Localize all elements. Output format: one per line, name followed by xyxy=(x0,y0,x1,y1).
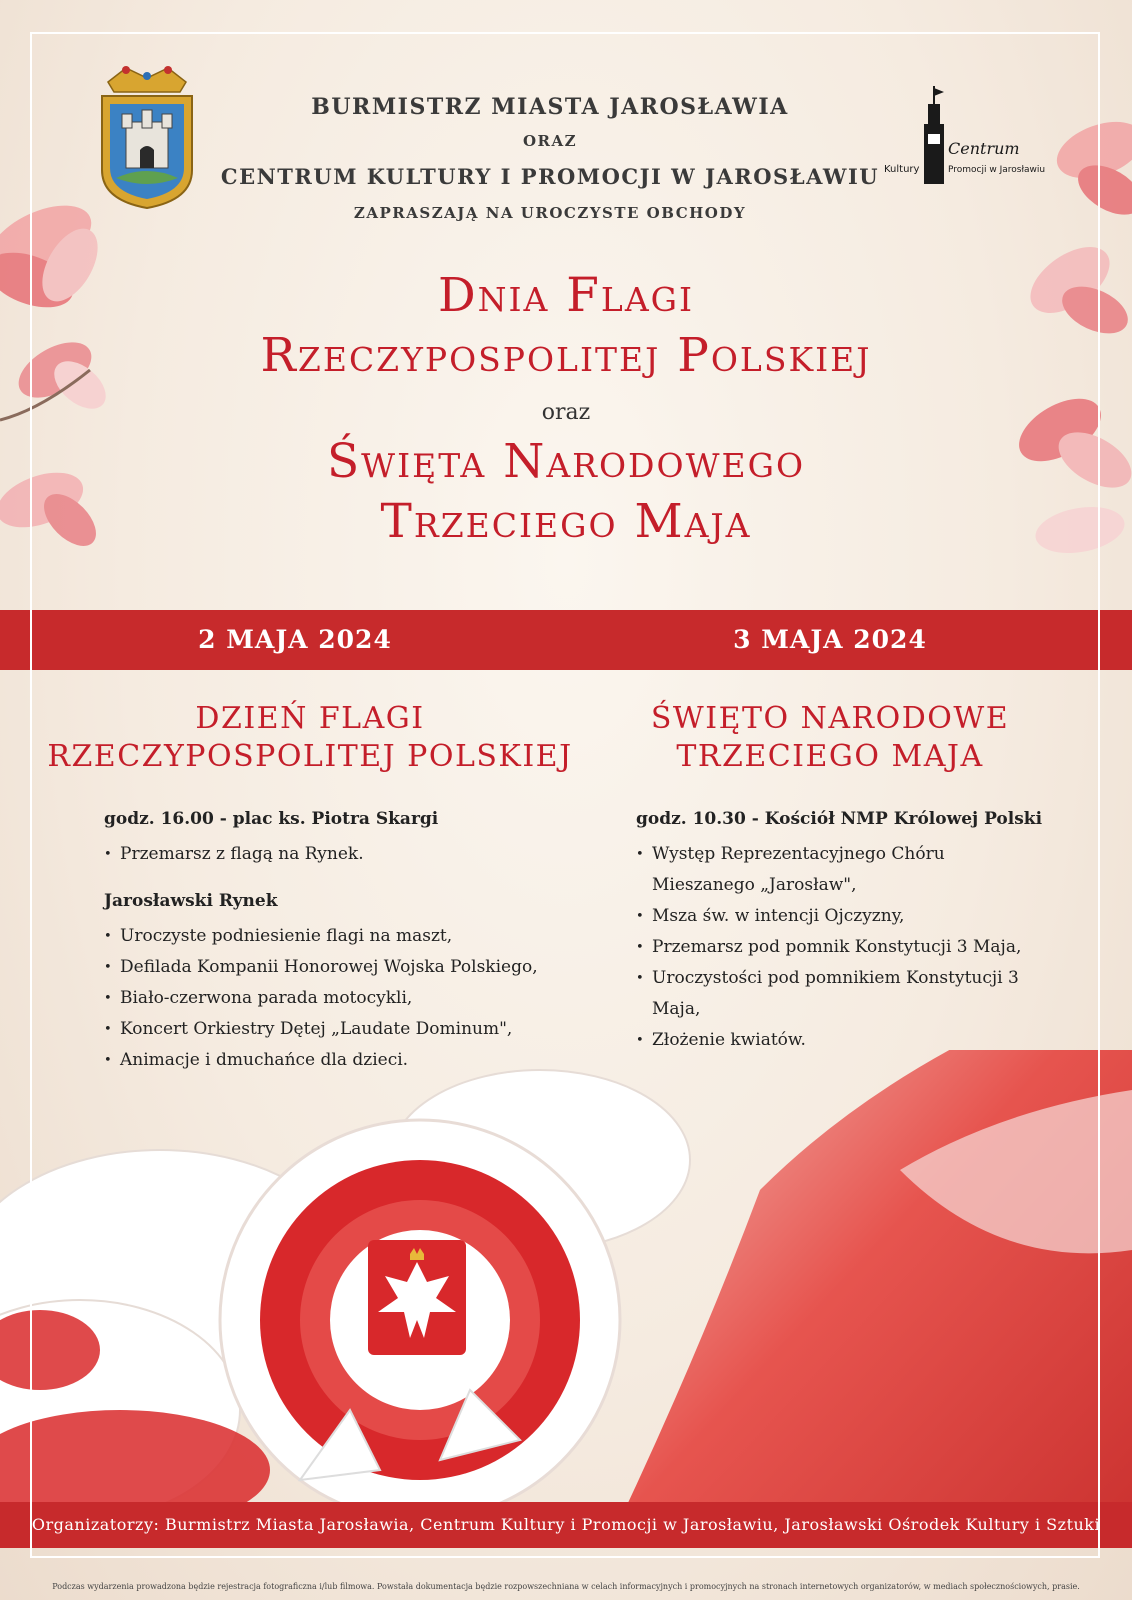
list-item: • Przemarsz pod pomnik Konstytucji 3 Maja, xyxy=(636,932,1046,963)
list-item: • Uroczystości pod pomnikiem Konstytucji 3 Maja, xyxy=(636,963,1046,1025)
list-item: • Msza św. w intencji Ojczyzny, xyxy=(636,901,1046,932)
list-item: • Występ Reprezentacyjnego Chóru Mieszanego „Jarosław", xyxy=(636,839,1046,901)
list-item: • Defilada Kompanii Honorowej Wojska Polskiego, xyxy=(104,952,574,983)
list-item: • Biało-czerwona parada motocykli, xyxy=(104,983,574,1014)
header-line-4: ZAPRASZAJĄ NA UROCZYSTE OBCHODY xyxy=(353,204,747,222)
disclaimer-text: Podczas wydarzenia prowadzona będzie rejestracja fotograficzna i/lub filmowa. Powstała dokumentacja będzie rozpowszechniana w celach informacyjnych i promocyjnych na stronach internetowych organizatorów, w mediach społecznościowych, prasie. xyxy=(52,1582,1080,1591)
logo-word-promocji: Promocji w Jarosławiu xyxy=(948,165,1046,175)
left-section-title xyxy=(40,700,580,776)
date-band xyxy=(0,610,1132,670)
date-left: 2 MAJA 2024 xyxy=(198,625,392,654)
list-item: • Złożenie kwiatów. xyxy=(636,1025,1046,1056)
title-line-3: Święta Narodowego xyxy=(326,434,805,489)
jaroslaw-coat-of-arms-icon xyxy=(96,60,198,210)
right-section-title xyxy=(560,700,1100,776)
left-program xyxy=(104,804,574,1076)
left-title-line-2: RZECZYPOSPOLITEJ POLSKIEJ xyxy=(47,739,573,774)
centrum-kultury-logo-icon xyxy=(884,84,1064,194)
logo-word-kultury: Kultury xyxy=(884,164,920,175)
title-line-1: Dnia Flagi xyxy=(437,268,695,323)
list-item: • Uroczyste podniesienie flagi na maszt, xyxy=(104,921,574,952)
header-line-3: CENTRUM KULTURY I PROMOCJI W JAROSŁAWIU xyxy=(220,164,880,189)
organizers-footer: Organizatorzy: Burmistrz Miasta Jarosławia, Centrum Kultury i Promocji w Jarosławiu, Jarosławski Ośrodek Kultury i Sztuki xyxy=(0,1502,1132,1548)
right-list-1 xyxy=(636,839,1046,1056)
title-line-4: Trzeciego Maja xyxy=(380,494,752,549)
list-item: • Animacje i dmuchańce dla dzieci. xyxy=(104,1045,574,1076)
list-item: • Koncert Orkiestry Dętej „Laudate Dominum", xyxy=(104,1014,574,1045)
left-lead-1: godz. 16.00 - plac ks. Piotra Skargi xyxy=(104,809,439,829)
right-title-line-2: TRZECIEGO MAJA xyxy=(676,739,984,774)
title-line-2: Rzeczypospolitej Polskiej xyxy=(260,328,872,383)
left-title-line-1: DZIEŃ FLAGI xyxy=(195,701,425,736)
header-line-2: ORAZ xyxy=(522,132,578,150)
list-item: • Przemarsz z flagą na Rynek. xyxy=(104,839,574,870)
header-line-1: BURMISTRZ MIASTA JAROSŁAWIA xyxy=(311,94,789,120)
date-right: 3 MAJA 2024 xyxy=(733,625,927,654)
left-list-1 xyxy=(104,839,574,870)
right-title-line-1: ŚWIĘTO NARODOWE xyxy=(650,701,1010,736)
right-lead-1: godz. 10.30 - Kościół NMP Królowej Polski xyxy=(636,809,1043,829)
title-connector: oraz xyxy=(541,400,591,425)
logo-word-centrum: Centrum xyxy=(948,139,1020,158)
cockade-flag-photo xyxy=(0,1050,1132,1520)
left-lead-2: Jarosławski Rynek xyxy=(104,891,278,911)
right-program xyxy=(636,804,1106,1056)
